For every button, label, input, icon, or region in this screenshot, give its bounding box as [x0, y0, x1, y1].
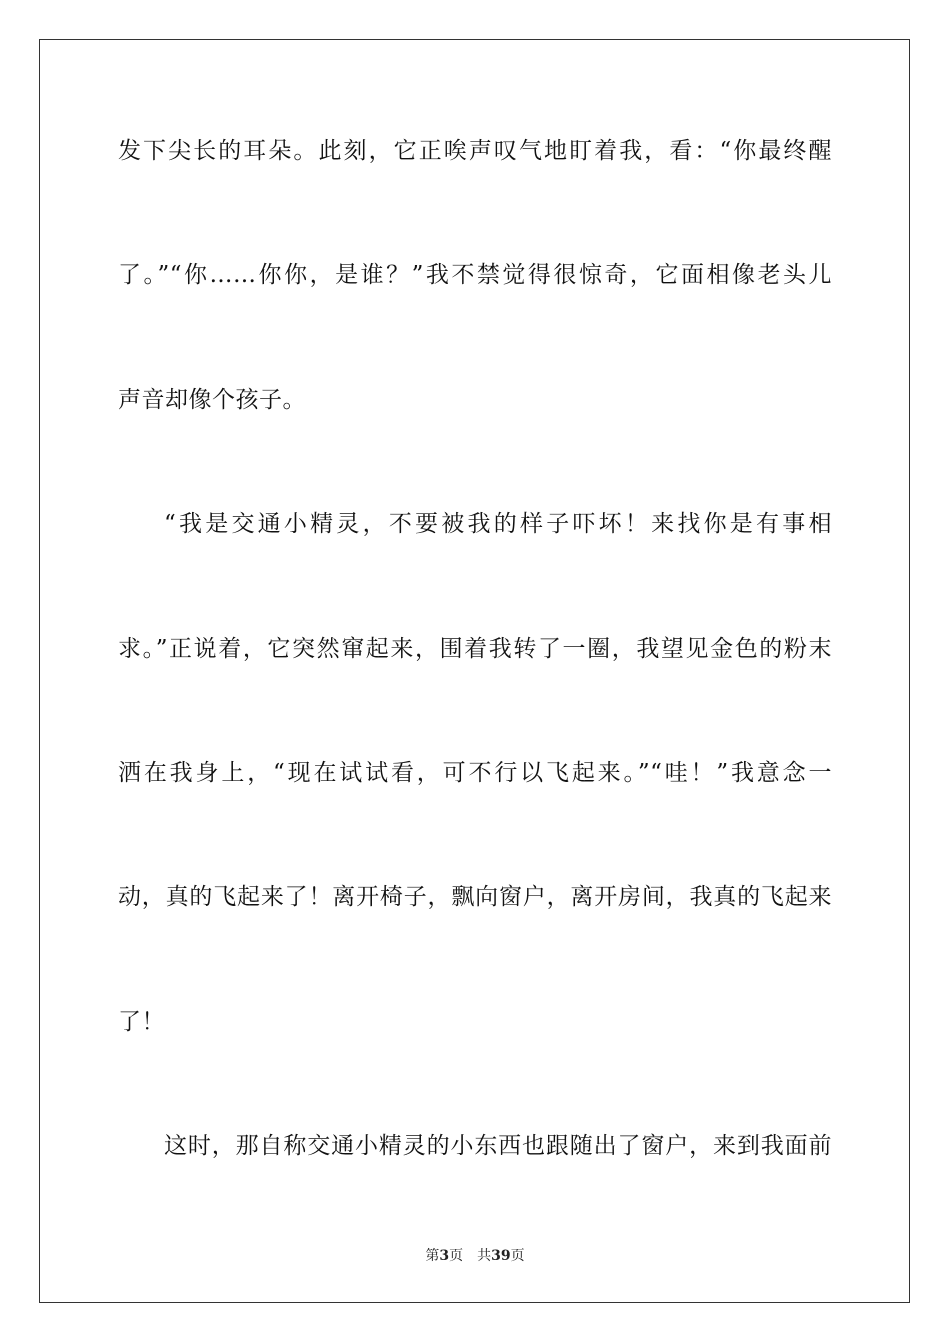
footer-page-prefix: 第 [425, 1248, 440, 1264]
footer-total-suffix: 页 [510, 1248, 525, 1264]
footer-page-number: 3 [439, 1248, 450, 1264]
text-line-2: 了。”“你……你你，是谁？”我不禁觉得很惊奇，它面相像老头儿 [118, 262, 832, 288]
text-line-8: 了！ [118, 1009, 165, 1035]
text-line-3: 声音却像个孩子。 [118, 387, 306, 413]
text-line-7: 动，真的飞起来了！离开椅子，飘向窗户，离开房间，我真的飞起来 [118, 884, 832, 910]
text-line-9: 这时，那自称交通小精灵的小东西也跟随出了窗户，来到我面前 [164, 1133, 832, 1159]
text-line-4: “我是交通小精灵，不要被我的样子吓坏！来找你是有事相 [164, 511, 832, 537]
page-footer [0, 1246, 950, 1266]
text-line-6: 洒在我身上，“现在试试看，可不行以飞起来。”“哇！”我意念一 [118, 760, 832, 786]
footer-total-pages: 39 [491, 1248, 511, 1264]
page-border [39, 39, 910, 1303]
footer-page-suffix: 页 [449, 1248, 464, 1264]
text-line-5: 求。”正说着，它突然窜起来，围着我转了一圈，我望见金色的粉末 [118, 636, 832, 662]
footer-total-prefix: 共 [477, 1248, 492, 1264]
text-line-1: 发下尖长的耳朵。此刻，它正唉声叹气地盯着我，看：“你最终醒 [118, 138, 832, 164]
